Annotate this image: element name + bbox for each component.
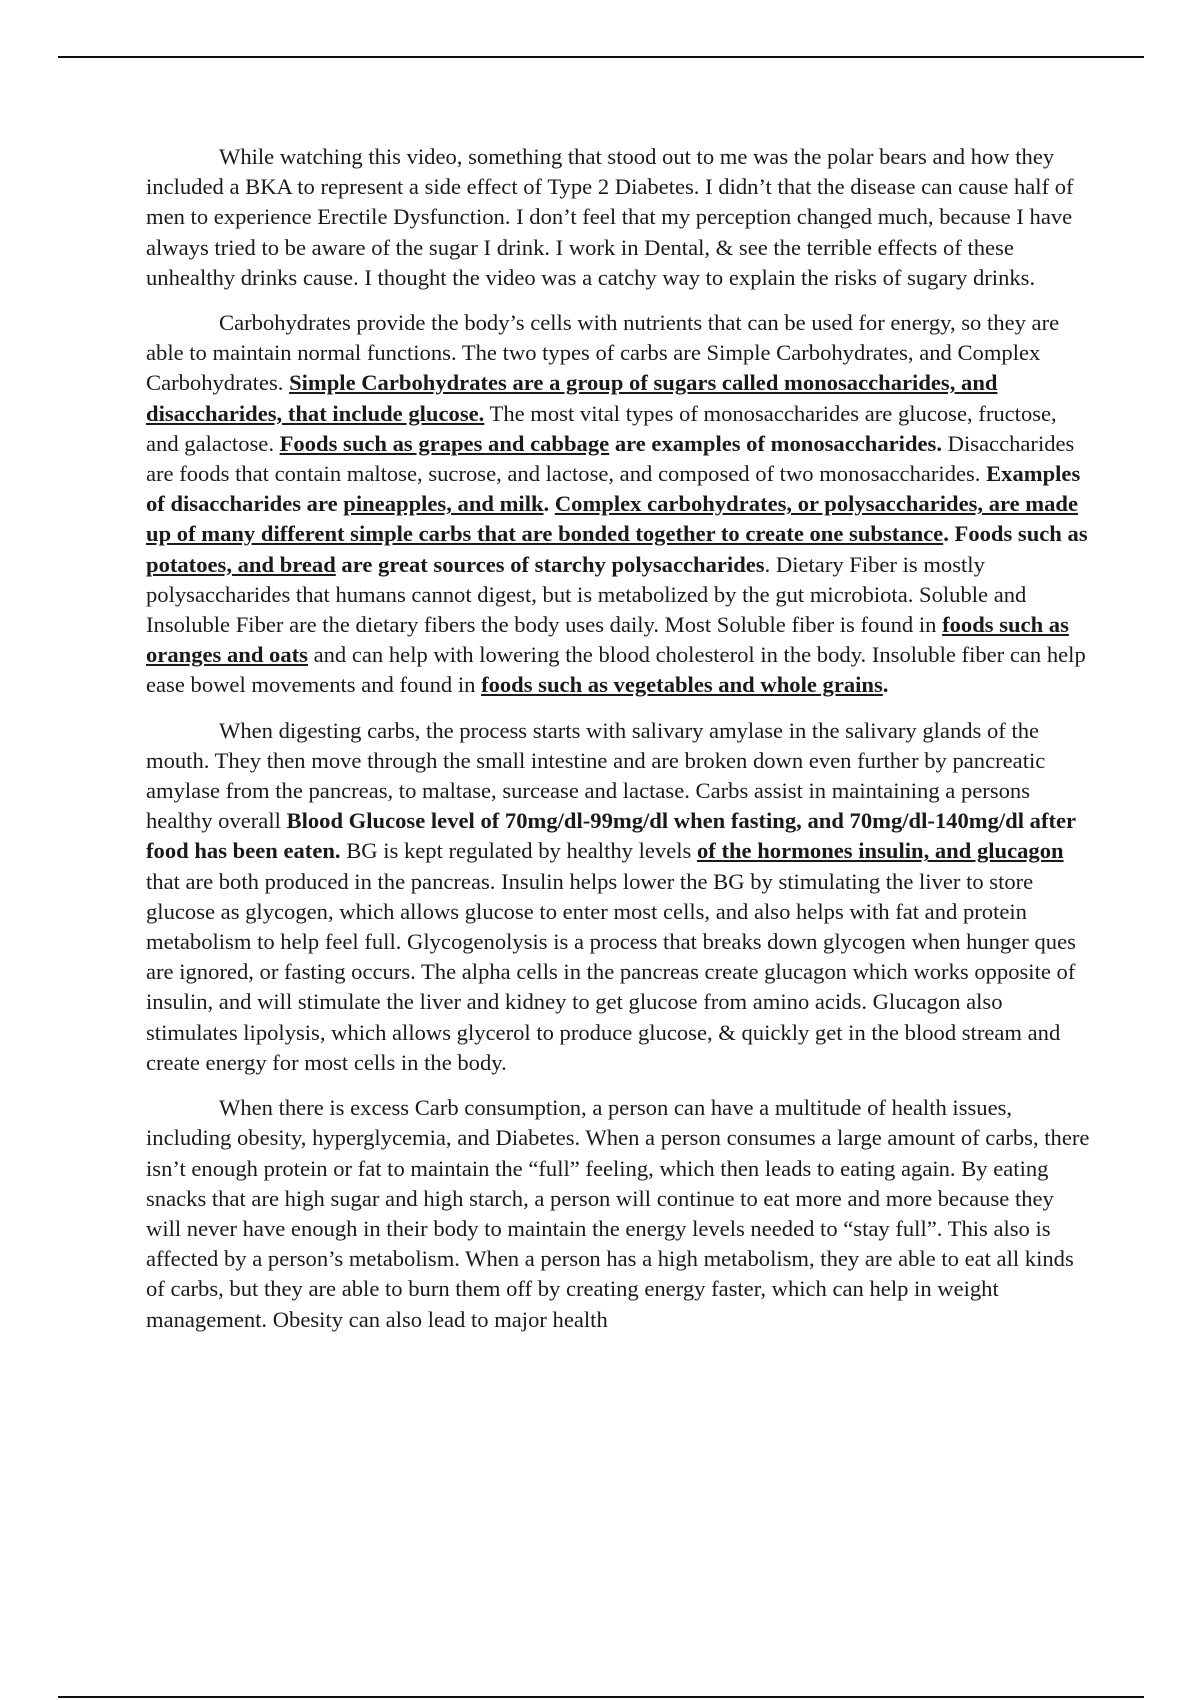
text-run: . Dietary Fiber is mostly polysaccharides that humans cannot digest, but is metabolized by the gut microbiota. Soluble and Insoluble Fiber are the dietary fibers the body uses daily. Most Soluble fiber is found in bbox=[146, 551, 1027, 638]
emphasis-run: of the hormones insulin, and glucagon bbox=[696, 838, 1064, 864]
page-top-rule bbox=[58, 56, 1144, 58]
emphasis-run: Foods such as grapes and cabbage bbox=[279, 430, 610, 456]
page-bottom-rule bbox=[58, 1696, 1144, 1698]
bold-run: . Foods such as bbox=[943, 521, 1088, 547]
bold-run: are great sources of starchy polysaccharides bbox=[335, 551, 765, 577]
text-run: and can help with lowering the blood cholesterol in the body. Insoluble fiber can help ease bowel movements and found in bbox=[146, 642, 1086, 698]
text-run: Carbohydrates provide the body’s cells with nutrients that can be used for energy, so they are able to maintain normal functions. The two types of carbs are Simple Carbohydrates, and Complex Carbohydrates. bbox=[146, 310, 1060, 396]
text-run: While watching this video, something that stood out to me was the polar bears and how they included a BKA to represent a side effect of Type 2 Diabetes. I didn’t that the disease can cause half of men to experience Erectile Dysfunction. I don’t feel that my perception changed much, because I have always tried to be aware of the sugar I drink. I work in Dental, & see the terrible effects of these unhealthy drinks cause. I thought the video was a catchy way to explain the risks of sugary drinks. bbox=[146, 144, 1074, 290]
bold-run: Examples of disaccharides are bbox=[146, 461, 1081, 517]
document-body bbox=[146, 142, 1092, 1350]
text-run: BG is kept regulated by healthy levels bbox=[340, 838, 697, 864]
bold-run: are examples of monosaccharides. bbox=[609, 430, 942, 456]
bold-run: Blood Glucose level of 70mg/dl-99mg/dl when fasting, and 70mg/dl-140mg/dl after food has been eaten. bbox=[146, 808, 1076, 864]
text-run: Disaccharides are foods that contain maltose, sucrose, and lactose, and composed of two monosaccharides. bbox=[146, 430, 1075, 487]
emphasis-run: foods such as vegetables and whole grains bbox=[481, 672, 883, 698]
paragraph-carb-digestion bbox=[146, 716, 1092, 1078]
emphasis-run: foods such as oranges and oats bbox=[146, 612, 1069, 668]
emphasis-run: Complex carbohydrates, or polysaccharides, are made up of many different simple carbs that are bonded together to create one substance bbox=[146, 491, 1079, 547]
text-run: When there is excess Carb consumption, a person can have a multitude of health issues, including obesity, hyperglycemia, and Diabetes. When a person consumes a large amount of carbs, there isn’t enough protein or fat to maintain the “full” feeling, which then leads to eating again. By eating snacks that are high sugar and high starch, a person will continue to eat more and more because they will never have enough in their body to maintain the energy levels needed to “stay full”. This also is affected by a person’s metabolism. When a person has a high metabolism, they are able to eat all kinds of carbs, but they are able to burn them off by creating energy faster, which can help in weight management. Obesity can also lead to major health bbox=[146, 1095, 1090, 1332]
emphasis-run: Simple Carbohydrates are a group of sugars called monosaccharides, and disaccharides, that include glucose. bbox=[146, 370, 998, 426]
paragraph-carbohydrate-types bbox=[146, 308, 1092, 701]
text-run: When digesting carbs, the process starts with salivary amylase in the salivary glands of the mouth. They then move through the small intestine and are broken down even further by pancreatic amylase from the pancreas, to maltase, surcease and lactase. Carbs assist in maintaining a persons healthy overall bbox=[146, 717, 1046, 834]
text-run: The most vital types of monosaccharides are glucose, fructose, and galactose. bbox=[146, 400, 1057, 456]
emphasis-run: potatoes, and bread bbox=[146, 551, 336, 577]
paragraph-video-reflection bbox=[146, 142, 1092, 293]
bold-run: . bbox=[543, 491, 555, 517]
paragraph-excess-carbs bbox=[146, 1093, 1092, 1335]
emphasis-run: pineapples, and milk bbox=[343, 491, 544, 517]
bold-run: . bbox=[882, 672, 889, 698]
text-run: that are both produced in the pancreas. Insulin helps lower the BG by stimulating the liver to store glucose as glycogen, which allows glucose to enter most cells, and also helps with fat and protein metabolism to help feel full. Glycogenolysis is a process that breaks down glycogen when hunger ques are ignored, or fasting occurs. The alpha cells in the pancreas create glucagon which works opposite of insulin, and will stimulate the liver and kidney to get glucose from amino acids. Glucagon also stimulates lipolysis, which allows glycerol to produce glucose, & quickly get in the blood stream and create energy for most cells in the body. bbox=[146, 868, 1076, 1075]
